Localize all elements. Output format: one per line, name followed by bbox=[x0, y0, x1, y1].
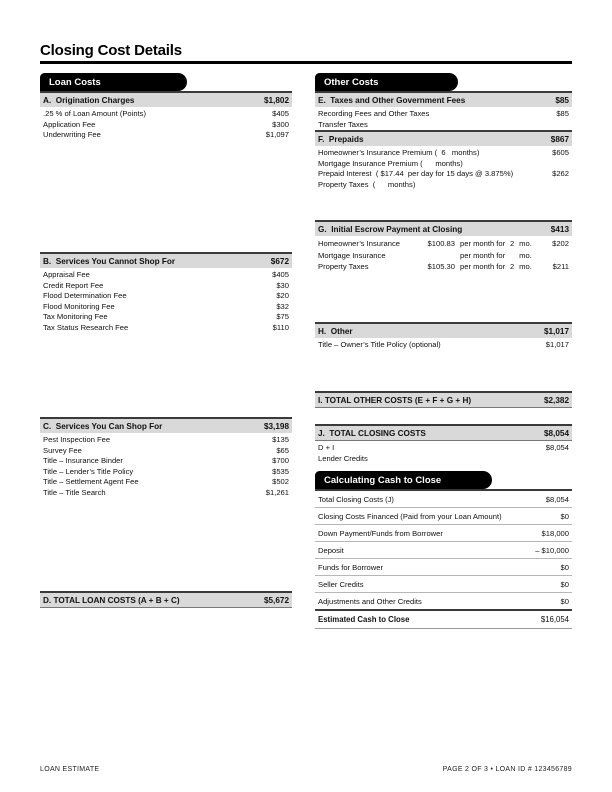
escrow-per-text: per month for bbox=[460, 262, 506, 272]
cash-to-close-rows bbox=[315, 491, 572, 609]
section-h-items bbox=[315, 338, 572, 351]
section-i-total-other-costs bbox=[315, 391, 572, 408]
fee-label: Flood Determination Fee bbox=[43, 291, 127, 301]
section-g-header bbox=[315, 220, 572, 236]
fee-row bbox=[40, 302, 292, 313]
fee-label: Pest Inspection Fee bbox=[43, 435, 111, 444]
calculating-cash-to-close-tab bbox=[315, 471, 492, 489]
section-j-amount: $8,054 bbox=[543, 428, 569, 438]
section-e-title: E. Taxes and Other Government Fees bbox=[318, 95, 466, 105]
cash-row bbox=[315, 507, 572, 524]
section-b-services-cannot-shop bbox=[40, 252, 292, 334]
section-b-header bbox=[40, 252, 292, 268]
section-j-title: J. TOTAL CLOSING COSTS bbox=[318, 428, 426, 438]
fee-label: Title – Lender’s Title Policy bbox=[43, 466, 134, 476]
fee-label: Property Taxes ( months) bbox=[318, 179, 416, 189]
section-a-origination-charges bbox=[40, 91, 292, 141]
section-b-amount: $672 bbox=[270, 256, 289, 266]
fee-label: Credit Report Fee bbox=[43, 280, 104, 290]
section-h-amount: $1,017 bbox=[543, 326, 569, 336]
section-c-amount: $3,198 bbox=[263, 421, 289, 431]
fee-row bbox=[315, 120, 572, 131]
fee-label: Title – Insurance Binder bbox=[43, 456, 123, 466]
loan-costs-tab bbox=[40, 73, 187, 91]
escrow-per-text: per month for bbox=[460, 239, 506, 248]
cash-row-label: Adjustments and Other Credits bbox=[318, 597, 422, 606]
fee-amount: $405 bbox=[272, 109, 289, 118]
section-j-items bbox=[315, 441, 572, 464]
fee-label: .25 % of Loan Amount (Points) bbox=[43, 109, 146, 118]
fee-label: Flood Monitoring Fee bbox=[43, 301, 115, 311]
cash-row-label: Down Payment/Funds from Borrower bbox=[318, 529, 443, 538]
fee-amount: $1,097 bbox=[265, 130, 289, 140]
section-g-items bbox=[315, 236, 572, 273]
other-costs-tab-label: Other Costs bbox=[324, 76, 379, 88]
escrow-rate: $105.30 bbox=[427, 262, 455, 272]
estimated-cash-to-close-row bbox=[315, 609, 572, 629]
cash-row-label: Funds for Borrower bbox=[318, 563, 383, 572]
escrow-months: 2 bbox=[510, 262, 515, 272]
section-d-amount: $5,672 bbox=[263, 595, 289, 605]
section-f-prepaids bbox=[315, 130, 572, 190]
fee-label: Tax Monitoring Fee bbox=[43, 312, 108, 322]
section-b-items bbox=[40, 268, 292, 334]
section-h-title: H. Other bbox=[318, 326, 353, 336]
section-c-items bbox=[40, 433, 292, 499]
escrow-rate bbox=[415, 250, 455, 262]
fee-row bbox=[40, 323, 292, 334]
fee-row bbox=[40, 477, 292, 488]
section-j-total-closing-costs bbox=[315, 424, 572, 464]
escrow-amount: $211 bbox=[552, 262, 569, 272]
section-i-title: I. TOTAL OTHER COSTS (E + F + G + H) bbox=[318, 395, 472, 405]
fee-row bbox=[315, 148, 572, 159]
cash-row-label: Total Closing Costs (J) bbox=[318, 495, 394, 504]
fee-label: Title – Settlement Agent Fee bbox=[43, 477, 139, 487]
fee-amount: $1,017 bbox=[545, 340, 569, 349]
fee-amount: $502 bbox=[272, 477, 289, 487]
fee-amount: $65 bbox=[276, 445, 289, 455]
fee-amount: $32 bbox=[276, 301, 289, 311]
estimated-cash-to-close-amount: $16,054 bbox=[540, 615, 569, 624]
cash-row bbox=[315, 592, 572, 609]
section-d-title: D. TOTAL LOAN COSTS (A + B + C) bbox=[43, 595, 180, 605]
escrow-months: 2 bbox=[510, 239, 515, 248]
fee-label: Tax Status Research Fee bbox=[43, 322, 129, 332]
fee-row bbox=[40, 270, 292, 281]
section-b-title: B. Services You Cannot Shop For bbox=[43, 256, 176, 266]
escrow-months bbox=[505, 250, 519, 262]
section-h-other bbox=[315, 322, 572, 351]
escrow-label: Mortgage Insurance bbox=[318, 250, 386, 260]
fee-row bbox=[40, 446, 292, 457]
fee-label: Title – Title Search bbox=[43, 487, 106, 497]
escrow-label: Homeowner’s Insurance bbox=[318, 239, 401, 248]
escrow-row bbox=[315, 238, 572, 250]
section-g-amount: $413 bbox=[550, 224, 569, 234]
fee-row bbox=[315, 340, 572, 351]
section-f-header bbox=[315, 130, 572, 146]
fee-label: Homeowner’s Insurance Premium ( 6 months) bbox=[318, 148, 480, 157]
cash-row bbox=[315, 491, 572, 507]
fee-amount: $535 bbox=[272, 466, 289, 476]
section-a-title: A. Origination Charges bbox=[43, 95, 135, 105]
section-e-taxes-government-fees bbox=[315, 91, 572, 130]
section-d-header bbox=[40, 591, 292, 608]
fee-amount: $405 bbox=[272, 270, 289, 279]
fee-amount: $75 bbox=[276, 312, 289, 322]
escrow-label: Property Taxes bbox=[318, 262, 369, 272]
escrow-row bbox=[315, 261, 572, 273]
cash-row bbox=[315, 575, 572, 592]
section-d-total-loan-costs bbox=[40, 591, 292, 608]
cash-row-amount: $0 bbox=[560, 580, 569, 589]
escrow-mo-text: mo. bbox=[519, 239, 532, 248]
fee-row bbox=[40, 456, 292, 467]
fee-label: Mortgage Insurance Premium ( months) bbox=[318, 158, 463, 168]
fee-label: Transfer Taxes bbox=[318, 119, 368, 129]
fee-row bbox=[40, 488, 292, 499]
loan-costs-tab-label: Loan Costs bbox=[49, 76, 101, 88]
escrow-mo-text: mo. bbox=[519, 262, 532, 272]
fee-label: Title – Owner’s Title Policy (optional) bbox=[318, 340, 441, 349]
cash-row-amount: $0 bbox=[560, 597, 569, 606]
section-h-header bbox=[315, 322, 572, 338]
escrow-mo-text: mo. bbox=[519, 250, 532, 260]
fee-label: Application Fee bbox=[43, 119, 96, 129]
page-title: Closing Cost Details bbox=[40, 42, 182, 59]
fee-amount: $8,054 bbox=[545, 443, 569, 452]
escrow-per-text: per month for bbox=[460, 250, 506, 260]
cash-row-amount: – $10,000 bbox=[535, 546, 569, 555]
fee-amount: $85 bbox=[556, 109, 569, 118]
fee-row bbox=[315, 109, 572, 120]
cash-row-label: Seller Credits bbox=[318, 580, 364, 589]
fee-amount: $700 bbox=[272, 456, 289, 466]
section-f-title: F. Prepaids bbox=[318, 134, 364, 144]
section-a-items bbox=[40, 107, 292, 141]
fee-row bbox=[40, 281, 292, 292]
cash-row bbox=[315, 541, 572, 558]
section-f-amount: $867 bbox=[550, 134, 569, 144]
section-f-items bbox=[315, 146, 572, 190]
section-e-header bbox=[315, 91, 572, 107]
fee-amount: $262 bbox=[552, 169, 569, 179]
loan-costs-column bbox=[40, 0, 292, 792]
cash-row-label: Deposit bbox=[318, 546, 344, 555]
fee-label: D + I bbox=[318, 443, 335, 452]
fee-amount: $300 bbox=[272, 119, 289, 129]
fee-row bbox=[315, 180, 572, 191]
fee-row bbox=[40, 130, 292, 141]
cash-row-amount: $0 bbox=[560, 563, 569, 572]
section-c-title: C. Services You Can Shop For bbox=[43, 421, 163, 431]
fee-row bbox=[315, 454, 572, 465]
cash-row-amount: $18,000 bbox=[541, 529, 569, 538]
fee-row bbox=[40, 109, 292, 120]
section-e-items bbox=[315, 107, 572, 130]
page-footer bbox=[40, 766, 572, 773]
escrow-amount: $202 bbox=[552, 239, 569, 248]
fee-label: Underwriting Fee bbox=[43, 130, 101, 140]
section-i-header bbox=[315, 391, 572, 408]
calculating-cash-to-close-tab-label: Calculating Cash to Close bbox=[324, 474, 442, 486]
cash-row bbox=[315, 558, 572, 575]
fee-row bbox=[40, 120, 292, 131]
section-g-initial-escrow bbox=[315, 220, 572, 273]
fee-amount: $1,261 bbox=[265, 487, 289, 497]
section-i-amount: $2,382 bbox=[543, 395, 569, 405]
section-e-amount: $85 bbox=[555, 95, 569, 105]
section-g-title: G. Initial Escrow Payment at Closing bbox=[318, 224, 463, 234]
fee-row bbox=[315, 443, 572, 454]
fee-amount: $135 bbox=[272, 435, 289, 444]
fee-row bbox=[40, 435, 292, 446]
cash-row-label: Closing Costs Financed (Paid from your Loan Amount) bbox=[318, 512, 502, 521]
fee-label: Prepaid Interest ( $17.44 per day for 15 days @ 3.875%) bbox=[318, 169, 514, 179]
other-costs-tab bbox=[315, 73, 458, 91]
section-c-services-can-shop bbox=[40, 417, 292, 499]
fee-row bbox=[40, 291, 292, 302]
fee-amount: $20 bbox=[276, 291, 289, 301]
section-a-amount: $1,802 bbox=[263, 95, 289, 105]
fee-label: Survey Fee bbox=[43, 445, 82, 455]
fee-row bbox=[40, 312, 292, 323]
fee-row bbox=[315, 169, 572, 180]
fee-row bbox=[40, 467, 292, 478]
section-j-header bbox=[315, 424, 572, 441]
footer-document-name: LOAN ESTIMATE bbox=[40, 766, 100, 773]
fee-row bbox=[315, 159, 572, 170]
estimated-cash-to-close-label: Estimated Cash to Close bbox=[318, 615, 410, 624]
escrow-row bbox=[315, 250, 572, 262]
other-costs-column bbox=[315, 0, 572, 792]
footer-page-loan-id: PAGE 2 OF 3 • LOAN ID # 123456789 bbox=[442, 766, 572, 773]
escrow-rate: $100.83 bbox=[427, 239, 455, 248]
cash-row-amount: $0 bbox=[560, 512, 569, 521]
cash-row-amount: $8,054 bbox=[545, 495, 569, 504]
fee-label: Lender Credits bbox=[318, 453, 368, 463]
fee-amount: $605 bbox=[552, 148, 569, 157]
fee-amount: $110 bbox=[272, 322, 289, 332]
section-c-header bbox=[40, 417, 292, 433]
section-a-header bbox=[40, 91, 292, 107]
cash-row bbox=[315, 524, 572, 541]
fee-label: Recording Fees and Other Taxes bbox=[318, 109, 430, 118]
fee-amount: $30 bbox=[276, 280, 289, 290]
fee-label: Appraisal Fee bbox=[43, 270, 90, 279]
cash-to-close-table bbox=[315, 489, 572, 629]
